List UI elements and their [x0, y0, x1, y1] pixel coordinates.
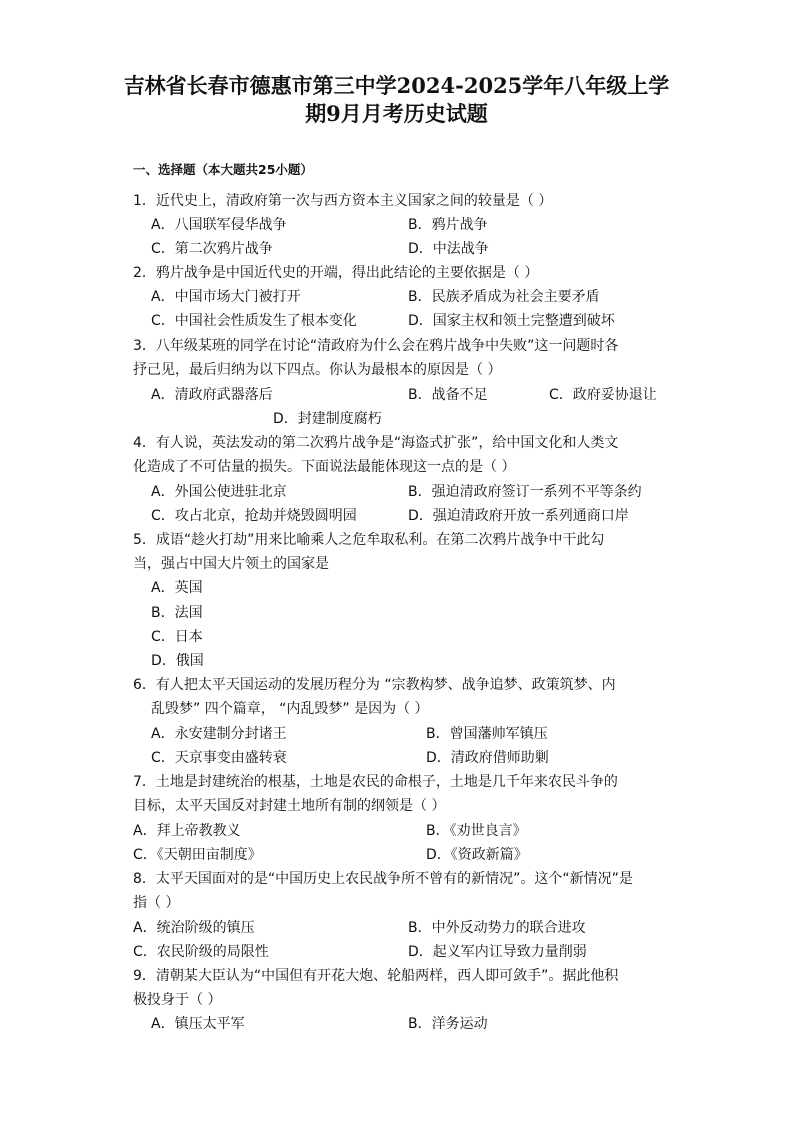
question-stem: 8．太平天国面对的是“中国历史上农民战争所不曾有的新情况”。这个“新情况”是: [133, 871, 633, 887]
title-line-1: 吉林省长春市德惠市第三中学2024-2025学年八年级上学: [123, 73, 670, 98]
option-c: C．《天朝田亩制度》: [133, 847, 262, 863]
question-stem-continued: 极投身于（ ）: [133, 992, 222, 1008]
option-a: A．永安建制分封诸王: [151, 726, 287, 742]
option-c: C．日本: [151, 629, 203, 645]
option-c: C．政府妥协退让: [549, 387, 657, 403]
question-stem-continued: 指（ ）: [133, 895, 180, 911]
option-b: B．民族矛盾成为社会主要矛盾: [408, 289, 600, 305]
option-b: B．强迫清政府签订一系列不平等条约: [408, 484, 642, 500]
option-d: D．起义军内讧导致力量削弱: [408, 944, 587, 960]
question-stem-continued: 目标，太平天国反对封建土地所有制的纲领是（ ）: [133, 798, 446, 814]
question-stem: 4．有人说，英法发动的第二次鸦片战争是“海盗式扩张”，给中国文化和人类文: [133, 435, 619, 451]
option-c: C．第二次鸦片战争: [151, 241, 273, 257]
option-a: A．八国联军侵华战争: [151, 217, 287, 233]
option-c: C．攻占北京，抢劫并烧毁圆明园: [151, 508, 357, 524]
option-a: A．中国市场大门被打开: [151, 289, 301, 305]
option-d: D．俄国: [151, 653, 204, 669]
option-b: B．鸦片战争: [408, 217, 488, 233]
option-b: B．《劝世良言》: [426, 823, 527, 839]
question-stem: 7．土地是封建统治的根基，土地是农民的命根子，土地是几千年来农民斗争的: [133, 774, 618, 790]
option-a: A．拜上帝教教义: [133, 823, 241, 839]
question-stem-continued: 抒己见，最后归纳为以下四点。你认为最根本的原因是（ ）: [133, 362, 502, 378]
question-stem: 6．有人把太平天国运动的发展历程分为 “宗教构梦、战争追梦、政策筑梦、内: [133, 677, 616, 693]
option-d: D．国家主权和领土完整遭到破坏: [408, 313, 615, 329]
title-line-2: 期9月月考历史试题: [305, 101, 488, 126]
option-d: D．《资政新篇》: [426, 847, 528, 863]
option-c: C．天京事变由盛转衰: [151, 750, 287, 766]
question-stem: 1．近代史上，清政府第一次与西方资本主义国家之间的较量是（ ）: [133, 193, 553, 209]
question-stem: 2．鸦片战争是中国近代史的开端，得出此结论的主要依据是（ ）: [133, 265, 539, 281]
question-stem: 3．八年级某班的同学在讨论“清政府为什么会在鸦片战争中失败”这一问题时各: [133, 338, 619, 354]
question-stem-continued: 当，强占中国大片领土的国家是: [133, 556, 329, 572]
option-d: D．强迫清政府开放一系列通商口岸: [408, 508, 629, 524]
option-b: B．曾国藩帅军镇压: [426, 726, 548, 742]
option-d: D．中法战争: [408, 241, 489, 257]
option-c: C．农民阶级的局限性: [133, 944, 269, 960]
option-d: D．清政府借师助剿: [426, 750, 549, 766]
option-a: A．统治阶级的镇压: [133, 920, 255, 936]
section-heading: 一、选择题（本大题共25小题）: [133, 162, 313, 177]
question-stem-continued: 化造成了不可估量的损失。下面说法最能体现这一点的是（ ）: [133, 459, 516, 475]
option-a: A．清政府武器落后: [151, 387, 273, 403]
option-a: A．镇压太平军: [151, 1016, 245, 1032]
question-stem-continued: 乱毁梦” 四个篇章， “内乱毁梦” 是因为（ ）: [151, 701, 429, 717]
option-b: B．洋务运动: [408, 1016, 488, 1032]
option-a: A．英国: [151, 580, 203, 596]
question-stem: 9．清朝某大臣认为“中国但有开花大炮、轮船两样，西人即可敛手”。据此他积: [133, 968, 619, 984]
option-b: B．法国: [151, 605, 203, 621]
option-b: B．中外反动势力的联合进攻: [408, 920, 586, 936]
option-a: A．外国公使进驻北京: [151, 484, 287, 500]
option-d: D．封建制度腐朽: [273, 411, 382, 427]
option-c: C．中国社会性质发生了根本变化: [151, 313, 357, 329]
question-stem: 5．成语“趁火打劫”用来比喻乘人之危牟取私利。在第二次鸦片战争中干此勾: [133, 532, 605, 548]
option-b: B．战备不足: [408, 387, 488, 403]
